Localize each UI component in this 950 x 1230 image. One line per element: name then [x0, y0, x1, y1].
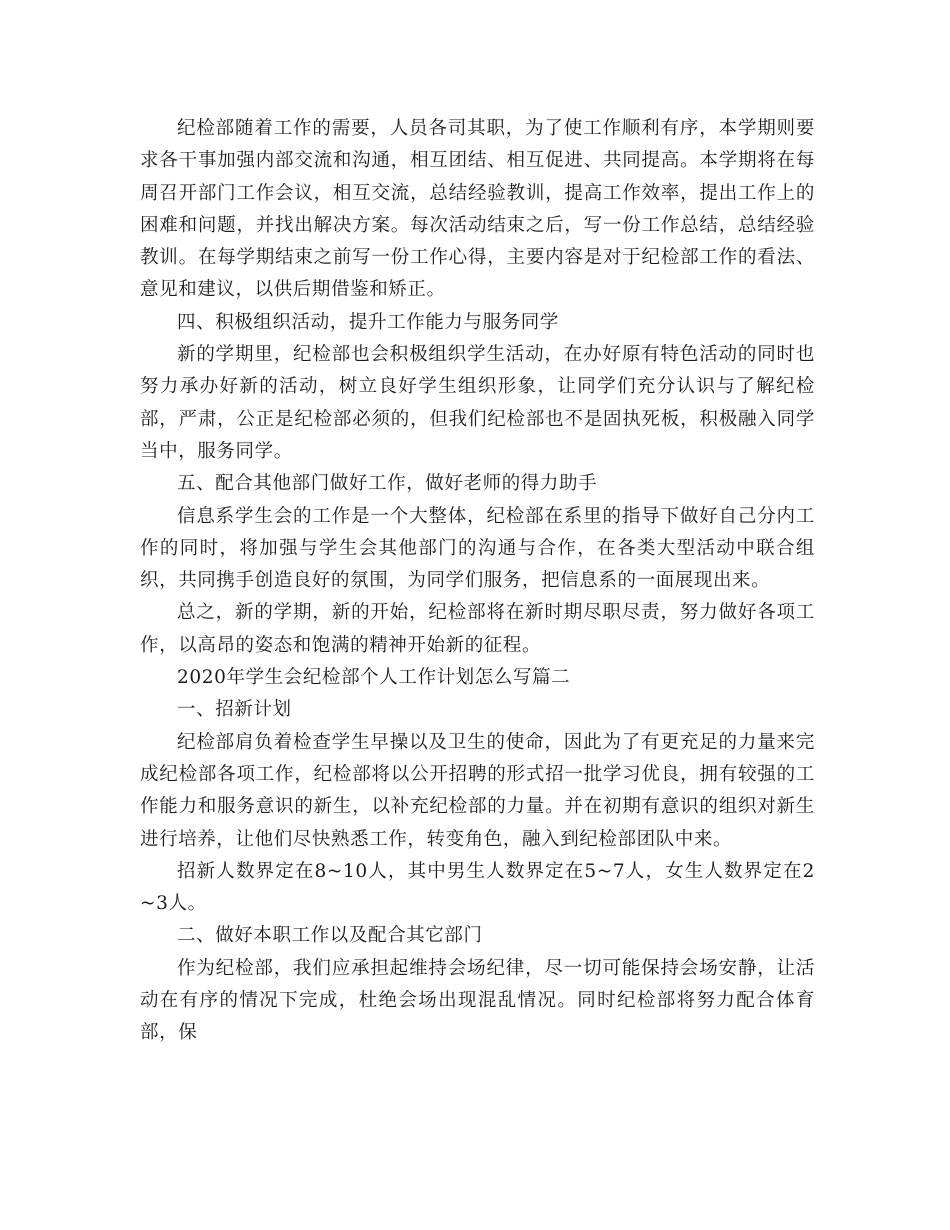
heading-recruitment-plan: 一、招新计划 — [177, 699, 292, 721]
paragraph-conclusion: 总之，新的学期，新的开始，纪检部将在新时期尽职尽责，努力做好各项工作，以高昂的姿态和饱满的精神开始新的征程。 — [140, 602, 815, 656]
heading-section-five: 五、配合其他部门做好工作，做好老师的得力助手 — [177, 473, 598, 495]
paragraph-cooperation: 信息系学生会的工作是一个大整体，纪检部在系里的指导下做好自己分内工作的同时，将加强与学生会其他部门的沟通与合作，在各类大型活动中联合组织，共同携手创造良好的氛围，为同学们服务，把信息系的一面展现出来。 — [140, 505, 815, 592]
paragraph-internal-communication: 纪检部随着工作的需要，人员各司其职，为了使工作顺利有序，本学期则要求各干事加强内部交流和沟通，相互团结、相互促进、共同提高。本学期将在每周召开部门工作会议，相互交流，总结经验教训，提高工作效率，提出工作上的困难和问题，并找出解决方案。每次活动结束之后，写一份工作总结，总结经验教训。在每学期结束之前写一份工作心得，主要内容是对于纪检部工作的看法、意见和建议，以供后期借鉴和矫正。 — [140, 118, 815, 301]
article-title-part-two: 2020年学生会纪检部个人工作计划怎么写篇二 — [177, 667, 571, 689]
heading-duties: 二、做好本职工作以及配合其它部门 — [177, 925, 483, 947]
paragraph-duties: 作为纪检部，我们应承担起维持会场纪律，尽一切可能保持会场安静，让活动在有序的情况下完成，杜绝会场出现混乱情况。同时纪检部将努力配合体育部，保 — [140, 957, 815, 1044]
heading-section-four: 四、积极组织活动，提升工作能力与服务同学 — [177, 311, 560, 333]
paragraph-recruitment: 纪检部肩负着检查学生早操以及卫生的使命，因此为了有更充足的力量来完成纪检部各项工作，纪检部将以公开招聘的形式招一批学习优良，拥有较强的工作能力和服务意识的新生，以补充纪检部的力量。并在初期有意识的组织对新生进行培养，让他们尽快熟悉工作，转变角色，融入到纪检部团队中来。 — [140, 731, 815, 850]
paragraph-organize-activities: 新的学期里，纪检部也会积极组织学生活动，在办好原有特色活动的同时也努力承办好新的活动，树立良好学生组织形象，让同学们充分认识与了解纪检部，严肃，公正是纪检部必须的，但我们纪检部也不是固执死板，积极融入同学当中，服务同学。 — [140, 344, 815, 462]
paragraph-recruitment-numbers: 招新人数界定在8~10人，其中男生人数界定在5~7人，女生人数界定在2~3人。 — [140, 860, 815, 915]
document-body — [140, 113, 815, 1050]
